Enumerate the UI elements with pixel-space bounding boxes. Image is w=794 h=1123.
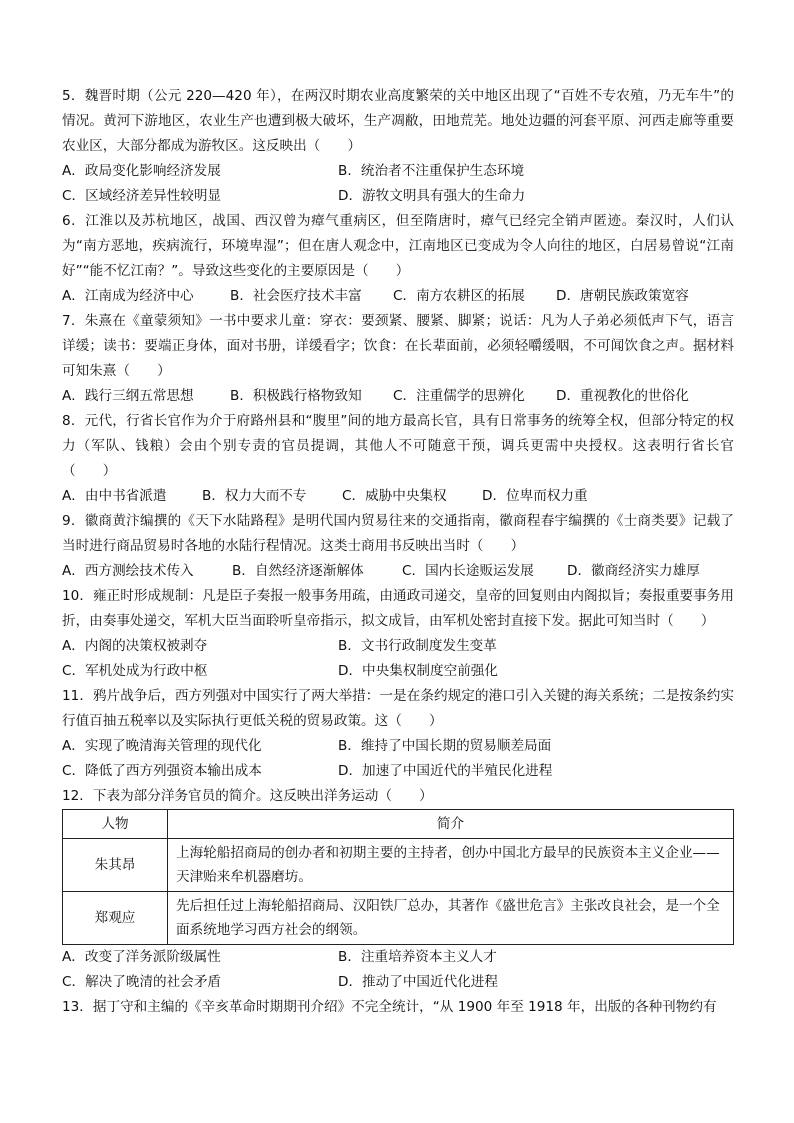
option-d: D．位卑而权力重 bbox=[482, 488, 588, 504]
question-11-options bbox=[62, 734, 734, 784]
option-a: A．江南成为经济中心 bbox=[62, 288, 194, 304]
option-a: A．实现了晚清海关管理的现代化 bbox=[62, 738, 262, 754]
option-d: D．加速了中国近代的半殖民化进程 bbox=[338, 763, 553, 779]
option-c: C．区域经济差异性较明显 bbox=[62, 188, 222, 204]
option-a: A．政局变化影响经济发展 bbox=[62, 163, 221, 179]
question-8-stem: 8．元代，行省长官作为介于府路州县和“腹里”间的地方最高长官，具有日常事务的统筹全权，但部分特定的权力（军队、钱粮）会由个别专责的官员提调，其他人不可随意干预，调兵更需中央授权。这表明行省长官（ ） bbox=[62, 413, 734, 479]
question-10-stem: 10．雍正时形成规制：凡是臣子奏报一般事务用疏，由通政司递交，皇帝的回复则由内阁拟旨；奏报重要事务用折，由奏事处递交，军机大臣当面聆听皇帝指示，拟文成旨，由军机处密封直接下发。据此可知当时（ ） bbox=[62, 588, 734, 629]
option-c: C．国内长途贩运发展 bbox=[402, 563, 534, 579]
question-6-stem: 6．江淮以及苏杭地区，战国、西汉曾为瘴气重病区，但至隋唐时，瘴气已经完全销声匿迹。秦汉时，人们认为“南方恶地，疾病流行，环境卑湿”；但在唐人观念中，江南地区已变成为令人向往的地区，白居易曾说“江南好”“能不忆江南？”。导致这些变化的主要原因是（ ） bbox=[62, 213, 734, 279]
option-d: D．中央集权制度空前强化 bbox=[338, 663, 498, 679]
option-d: D．重视教化的世俗化 bbox=[556, 388, 689, 404]
option-a: A．由中书省派遣 bbox=[62, 488, 167, 504]
option-b: B．统治者不注重保护生态环境 bbox=[338, 163, 525, 179]
question-9-stem: 9．徽商黄汴编撰的《天下水陆路程》是明代国内贸易往来的交通指南，徽商程春宇编撰的《士商类要》记载了当时进行商品贸易时各地的水陆行程情况。这类士商用书反映出当时（ ） bbox=[62, 513, 734, 554]
official-intro-table bbox=[62, 809, 734, 945]
option-b: B．注重培养资本主义人才 bbox=[338, 949, 497, 965]
option-c: C．注重儒学的思辨化 bbox=[393, 388, 525, 404]
option-c: C．军机处成为行政中枢 bbox=[62, 663, 208, 679]
question-12-options bbox=[62, 945, 734, 995]
question-8-options bbox=[62, 484, 734, 509]
option-a: A．践行三纲五常思想 bbox=[62, 388, 194, 404]
option-d: D．游牧文明具有强大的生命力 bbox=[338, 188, 526, 204]
option-c: C．威胁中央集权 bbox=[342, 488, 447, 504]
option-b: B．积极践行格物致知 bbox=[230, 388, 362, 404]
table-header-intro: 简介 bbox=[168, 810, 734, 839]
option-b: B．维持了中国长期的贸易顺差局面 bbox=[338, 738, 552, 754]
question-10-options bbox=[62, 634, 734, 684]
exam-page bbox=[62, 84, 734, 1020]
question-11-stem: 11．鸦片战争后，西方列强对中国实行了两大举措：一是在条约规定的港口引入关键的海关系统；二是按条约实行值百抽五税率以及实际执行更低关税的贸易政策。这（ ） bbox=[62, 688, 734, 729]
option-b: B．社会医疗技术丰富 bbox=[230, 288, 362, 304]
question-7-options bbox=[62, 384, 734, 409]
option-b: B．自然经济逐渐解体 bbox=[232, 563, 364, 579]
question-6-options bbox=[62, 284, 734, 309]
question-13-stem: 13．据丁守和主编的《辛亥革命时期期刊介绍》不完全统计，“从 1900 年至 1918 年，出版的各种刊物约有 bbox=[62, 999, 717, 1015]
option-c: C．南方农耕区的拓展 bbox=[393, 288, 525, 304]
question-7-stem: 7．朱熹在《童蒙须知》一书中要求儿童：穿衣：要颈紧、腰紧、脚紧；说话：凡为人子弟必须低声下气，语言详缓；读书：要端正身体，面对书册，详缓看字；饮食：在长辈面前，必须轻嚼缓咽，不可闻饮食之声。据材料可知朱熹（ ） bbox=[62, 313, 734, 379]
option-b: B．文书行政制度发生变革 bbox=[338, 638, 497, 654]
option-d: D．推动了中国近代化进程 bbox=[338, 974, 498, 990]
question-5-stem: 5．魏晋时期（公元 220—420 年），在两汉时期农业高度繁荣的关中地区出现了“百姓不专农殖，乃无车牛”的情况。黄河下游地区，农业生产也遭到极大破坏，生产凋敝，田地荒芜。地处边疆的河套平原、河西走廊等重要农业区，大部分都成为游牧区。这反映出（ ） bbox=[62, 88, 734, 154]
table-cell-name: 郑观应 bbox=[63, 892, 168, 945]
option-c: C．降低了西方列强资本输出成本 bbox=[62, 763, 262, 779]
table-cell-intro: 上海轮船招商局的创办者和初期主要的主持者，创办中国北方最早的民族资本主义企业——天津贻来牟机器磨坊。 bbox=[168, 839, 734, 892]
option-a: A．内阁的决策权被剥夺 bbox=[62, 638, 208, 654]
option-d: D．徽商经济实力雄厚 bbox=[567, 563, 700, 579]
table-row bbox=[63, 839, 734, 892]
option-a: A．西方测绘技术传入 bbox=[62, 563, 194, 579]
option-c: C．解决了晚清的社会矛盾 bbox=[62, 974, 222, 990]
table-cell-intro: 先后担任过上海轮船招商局、汉阳铁厂总办，其著作《盛世危言》主张改良社会，是一个全面系统地学习西方社会的纲领。 bbox=[168, 892, 734, 945]
option-a: A．改变了洋务派阶级属性 bbox=[62, 949, 221, 965]
table-row bbox=[63, 892, 734, 945]
table-header-row bbox=[63, 810, 734, 839]
question-9-options bbox=[62, 559, 734, 584]
question-12-stem: 12．下表为部分洋务官员的简介。这反映出洋务运动（ ） bbox=[62, 788, 433, 804]
option-d: D．唐朝民族政策宽容 bbox=[556, 288, 689, 304]
option-b: B．权力大而不专 bbox=[202, 488, 307, 504]
question-5-options bbox=[62, 159, 734, 209]
table-cell-name: 朱其昂 bbox=[63, 839, 168, 892]
table-header-person: 人物 bbox=[63, 810, 168, 839]
